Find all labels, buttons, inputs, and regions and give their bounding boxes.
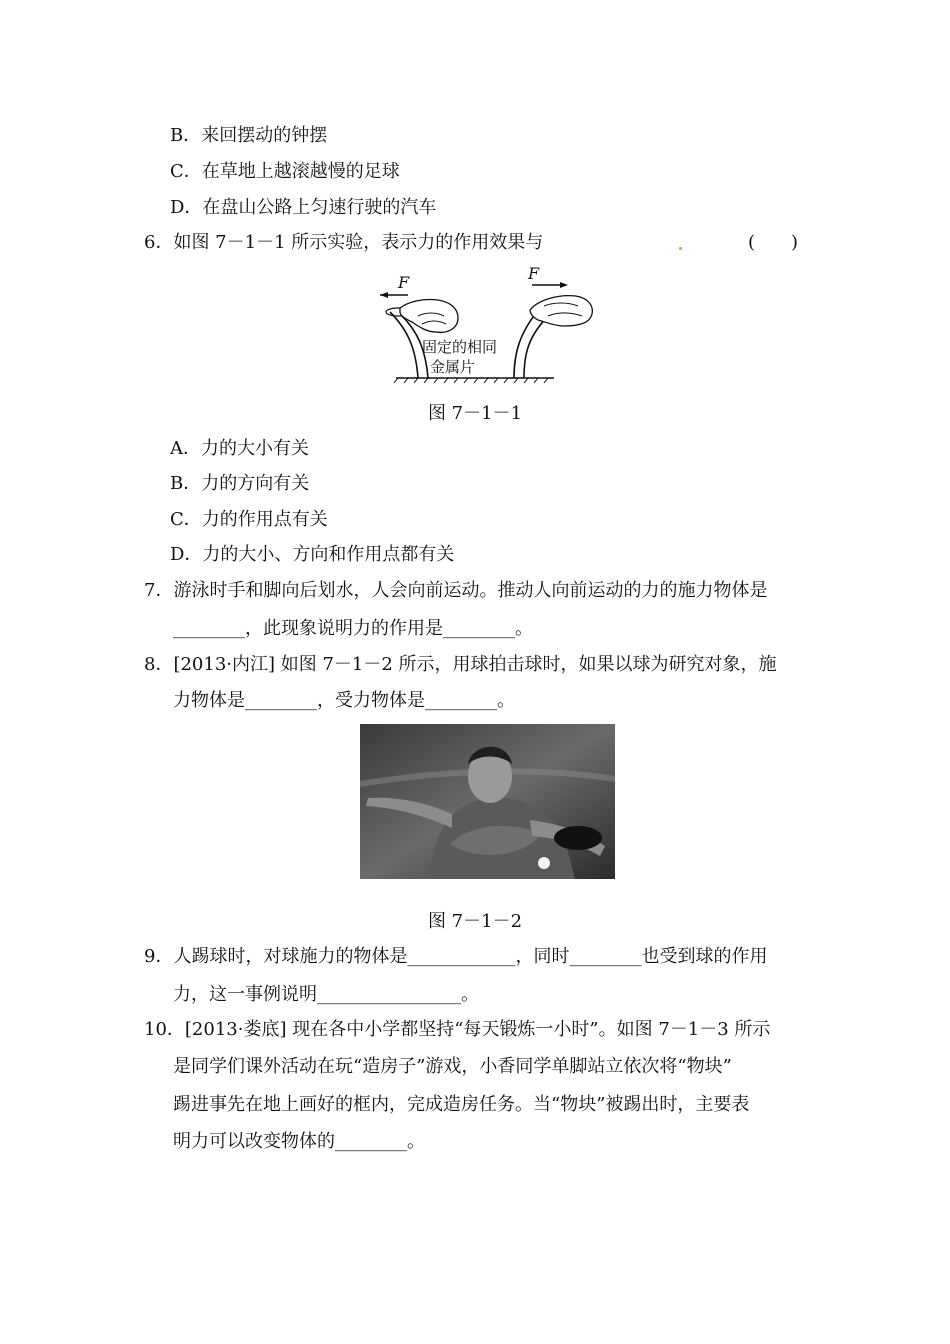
q9-line2: 力，这一事例说明________________。 [173,984,479,1005]
q10-line3: 踢进事先在地上画好的框内，完成造房任务。当“物块”被踢出时，主要表 [173,1094,750,1115]
q6-answer-parenthesis: ( ) [748,232,799,253]
q10-line1: 10．[2013·娄底] 现在各中小学都坚持“每天锻炼一小时”。如图 7－1－3 所示 [144,1019,771,1040]
stray-dot [679,247,682,250]
figure-label-line2: 金属片 [430,358,476,376]
force-label-left: F [398,273,410,292]
q7-line2: ________，此现象说明力的作用是________。 [173,618,533,639]
figure-7-1-2-caption: 图 7－1－2 [427,911,523,932]
q6-option-a: A．力的大小有关 [170,438,309,459]
q9-line1: 9．人踢球时，对球施力的物体是____________，同时________也受到球的作用 [144,946,768,967]
q8-line1: 8．[2013·内江] 如图 7－1－2 所示，用球拍击球时，如果以球为研究对象，施 [144,654,777,675]
figure-7-1-2-table-tennis-photo [360,724,615,879]
figure-7-1-1-metal-strips [378,262,600,384]
figure-label-line1: 固定的相同 [422,338,498,356]
force-label-right: F [528,264,540,283]
q8-line2: 力物体是________，受力物体是________。 [173,690,515,711]
hand-left [400,299,458,332]
q5-option-b: B．来回摆动的钟摆 [170,125,328,146]
q6-option-d: D．力的大小、方向和作用点都有关 [170,544,455,565]
q6-option-b: B．力的方向有关 [170,473,310,494]
q6-stem: 6．如图 7－1－1 所示实验，表示力的作用效果与 [144,232,544,253]
q6-option-c: C．力的作用点有关 [170,509,328,530]
q10-line2: 是同学们课外活动在玩“造房子”游戏，小香同学单脚站立依次将“物块” [173,1056,732,1077]
q5-option-c: C．在草地上越滚越慢的足球 [170,161,400,182]
q7-line1: 7．游泳时手和脚向后划水，人会向前运动。推动人向前运动的力的施力物体是 [144,580,768,601]
hand-right [530,296,592,326]
figure-7-1-1-caption: 图 7－1－1 [427,403,523,424]
q5-option-d: D．在盘山公路上匀速行驶的汽车 [170,197,437,218]
q10-line4: 明力可以改变物体的________。 [173,1131,425,1152]
